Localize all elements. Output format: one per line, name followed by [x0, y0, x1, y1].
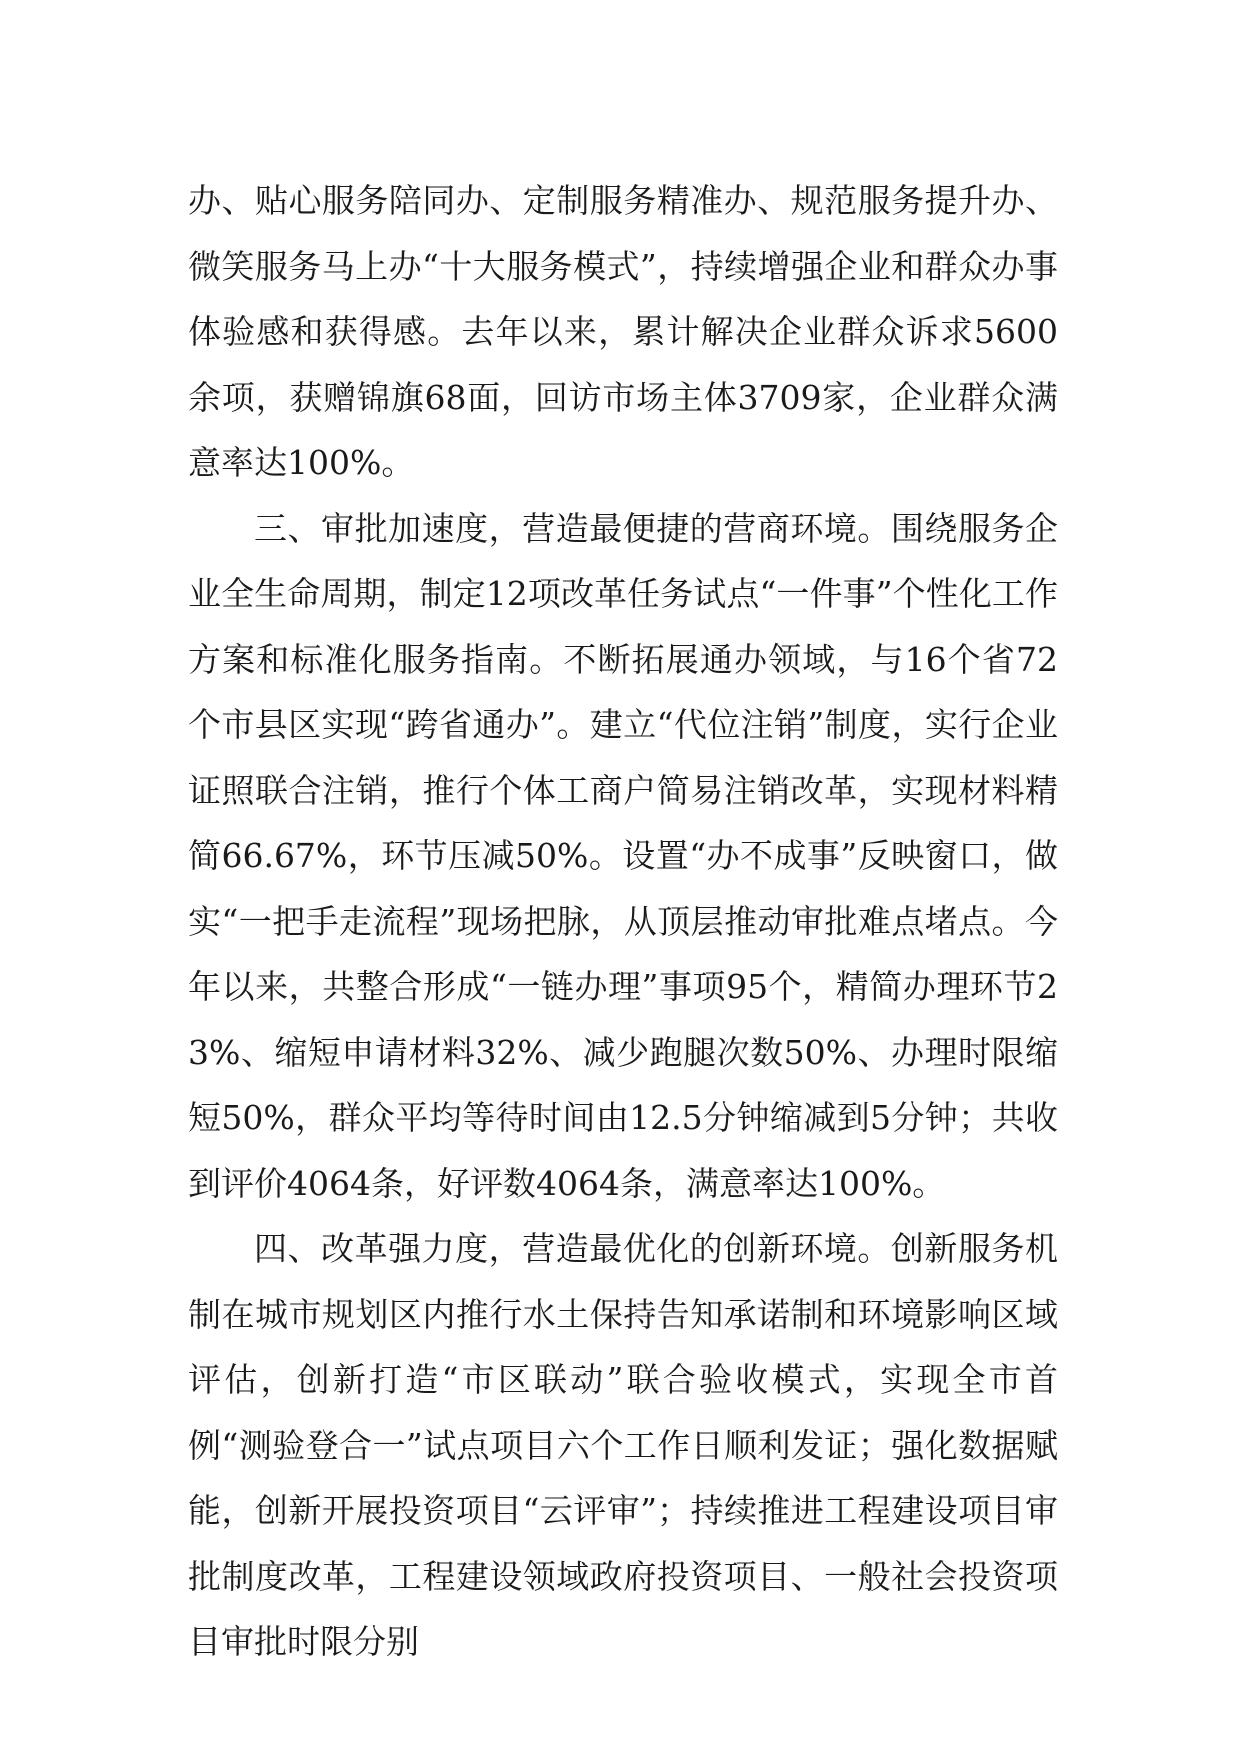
paragraph-section-4: 四、改革强力度，营造最优化的创新环境。创新服务机制在城市规划区内推行水土保持告知承诺制和环境影响区域评估，创新打造“市区联动”联合验收模式，实现全市首例“测验登合一”试点项目六个工作日顺利发证；强化数据赋能，创新开展投资项目“云评审”；持续推进工程建设项目审批制度改革，工程建设领域政府投资项目、一般社会投资项目审批时限分别 — [188, 1229, 1058, 1661]
body-text — [188, 168, 1058, 1675]
paragraph-continuation: 办、贴心服务陪同办、定制服务精准办、规范服务提升办、微笑服务马上办“十大服务模式”，持续增强企业和群众办事体验感和获得感。去年以来，累计解决企业群众诉求5600余项，获赠锦旗68面，回访市场主体3709家，企业群众满意率达100%。 — [188, 181, 1058, 482]
paragraph-section-3: 三、审批加速度，营造最便捷的营商环境。围绕服务企业全生命周期，制定12项改革任务试点“一件事”个性化工作方案和标准化服务指南。不断拓展通办领域，与16个省72个市县区实现“跨省通办”。建立“代位注销”制度，实行企业证照联合注销，推行个体工商户简易注销改革，实现材料精简66.67%，环节压减50%。设置“办不成事”反映窗口，做实“一把手走流程”现场把脉，从顶层推动审批难点堵点。今年以来，共整合形成“一链办理”事项95个，精简办理环节23%、缩短申请材料32%、减少跑腿次数50%、办理时限缩短50%，群众平均等待时间由12.5分钟缩减到5分钟；共收到评价4064条，好评数4064条，满意率达100%。 — [188, 508, 1058, 1203]
